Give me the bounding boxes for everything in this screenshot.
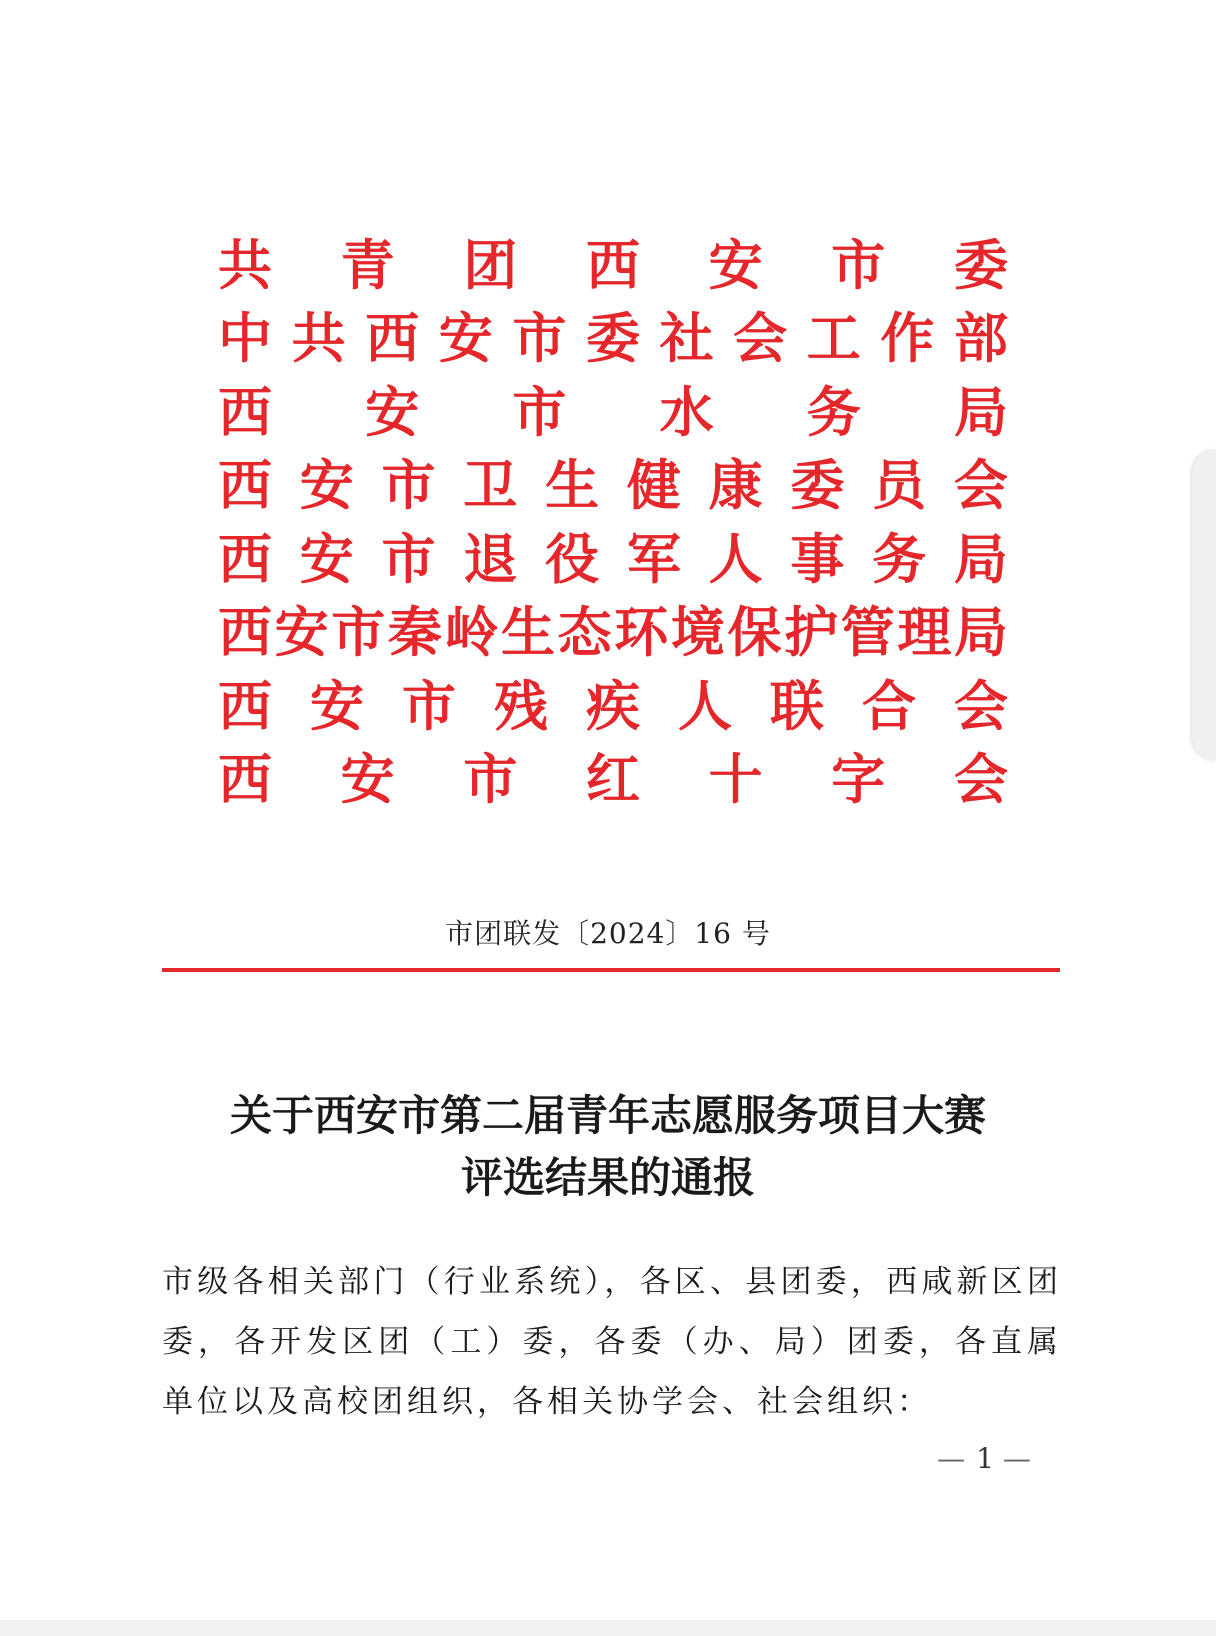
org-char: 军 <box>626 526 681 591</box>
document-title <box>0 1085 1216 1209</box>
org-char: 员 <box>872 453 927 518</box>
org-char: 生 <box>501 600 556 665</box>
org-char: 中 <box>218 306 272 371</box>
org-char: 西 <box>218 453 272 518</box>
org-char: 岭 <box>444 600 499 665</box>
org-char: 安 <box>438 306 493 371</box>
org-char: 共 <box>218 232 272 297</box>
org-char: 青 <box>340 232 395 297</box>
bottom-bar <box>0 1620 1216 1636</box>
org-char: 市 <box>381 453 436 518</box>
title-line-2: 评选结果的通报 <box>460 1153 755 1202</box>
org-char: 环 <box>614 600 669 665</box>
org-char: 西 <box>218 673 272 738</box>
page-number <box>900 1442 1070 1475</box>
org-char: 社 <box>659 306 714 371</box>
org-char: 十 <box>708 747 763 812</box>
org-line <box>218 743 1008 817</box>
org-char: 疾 <box>586 673 640 738</box>
page-dash-right: — <box>1002 1442 1033 1475</box>
org-char: 退 <box>463 526 518 591</box>
org-char: 安 <box>310 673 364 738</box>
title-line-1: 关于西安市第二届青年志愿服务项目大赛 <box>229 1091 986 1140</box>
salutation: 市级各相关部门（行业系统），各区、县团委，西咸新区团委，各开发区团（工）委，各委（办、局）团委，各直属单位以及高校团组织，各相关协学会、社会组织： <box>162 1264 1062 1420</box>
org-char: 西 <box>365 306 420 371</box>
org-line <box>218 302 1008 376</box>
org-char: 会 <box>954 673 1008 738</box>
org-char: 役 <box>545 526 600 591</box>
org-char: 西 <box>218 747 272 812</box>
org-char: 理 <box>897 600 952 665</box>
document-number: 市团联发〔2024〕16 号 <box>445 917 771 950</box>
org-char: 安 <box>299 453 354 518</box>
org-char: 安 <box>365 379 420 444</box>
org-char: 委 <box>585 306 640 371</box>
org-char: 生 <box>545 453 600 518</box>
org-char: 护 <box>784 600 839 665</box>
org-char: 卫 <box>463 453 518 518</box>
org-char: 西 <box>585 232 640 297</box>
org-char: 作 <box>880 306 935 371</box>
org-char: 西 <box>218 600 272 665</box>
org-char: 安 <box>340 747 395 812</box>
page-number-value: 1 <box>976 1442 994 1475</box>
org-char: 安 <box>708 232 763 297</box>
org-char: 市 <box>831 232 886 297</box>
org-char: 会 <box>733 306 788 371</box>
org-char: 市 <box>512 379 567 444</box>
org-char: 委 <box>790 453 845 518</box>
org-char: 事 <box>790 526 845 591</box>
org-char: 安 <box>299 526 354 591</box>
org-char: 西 <box>218 379 272 444</box>
side-panel-handle[interactable] <box>1192 450 1216 760</box>
org-char: 字 <box>831 747 886 812</box>
red-divider <box>162 968 1060 972</box>
org-char: 局 <box>953 600 1008 665</box>
page-dash-left: — <box>937 1442 968 1475</box>
org-char: 市 <box>331 600 386 665</box>
org-char: 残 <box>494 673 548 738</box>
org-char: 西 <box>218 526 272 591</box>
org-line <box>218 449 1008 523</box>
org-char: 保 <box>727 600 782 665</box>
org-char: 市 <box>402 673 456 738</box>
org-char: 管 <box>840 600 895 665</box>
org-char: 康 <box>708 453 763 518</box>
org-char: 水 <box>659 379 714 444</box>
org-char: 合 <box>862 673 916 738</box>
org-char: 委 <box>953 232 1008 297</box>
org-char: 联 <box>770 673 824 738</box>
org-char: 共 <box>291 306 346 371</box>
org-char: 健 <box>626 453 681 518</box>
org-char: 人 <box>678 673 732 738</box>
org-char: 市 <box>512 306 567 371</box>
org-char: 红 <box>585 747 640 812</box>
org-char: 市 <box>381 526 436 591</box>
org-char: 境 <box>670 600 725 665</box>
org-char: 工 <box>806 306 861 371</box>
org-line <box>218 669 1008 743</box>
org-char: 人 <box>708 526 763 591</box>
org-char: 安 <box>274 600 329 665</box>
org-char: 局 <box>953 526 1008 591</box>
issuing-organizations <box>218 228 1008 816</box>
org-line <box>218 375 1008 449</box>
org-char: 务 <box>806 379 861 444</box>
org-line <box>218 228 1008 302</box>
org-char: 态 <box>557 600 612 665</box>
org-char: 秦 <box>387 600 442 665</box>
org-char: 部 <box>953 306 1008 371</box>
org-char: 市 <box>463 747 518 812</box>
org-char: 会 <box>953 453 1008 518</box>
org-char: 局 <box>953 379 1008 444</box>
org-line <box>218 596 1008 670</box>
org-char: 团 <box>463 232 518 297</box>
org-char: 务 <box>872 526 927 591</box>
org-char: 会 <box>953 747 1008 812</box>
org-line <box>218 522 1008 596</box>
